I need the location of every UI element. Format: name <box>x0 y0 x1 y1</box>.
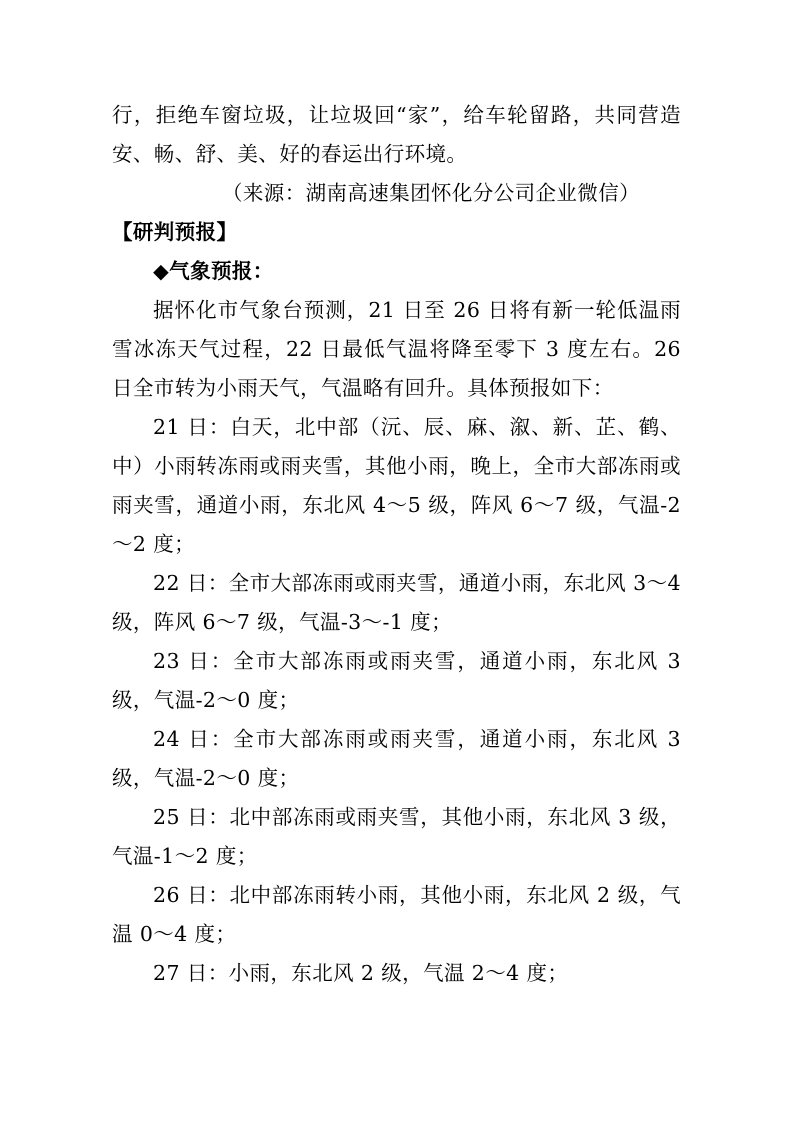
subsection-heading: ◆气象预报： <box>153 259 274 283</box>
source-attribution: （来源：湖南高速集团怀化分公司企业微信） <box>222 181 640 205</box>
forecast-day-22: 22 日：全市大部冻雨或雨夹雪，通道小雨，东北风 3～4 级，阵风 6～7 级，气温-3～-1 度； <box>112 571 681 634</box>
forecast-day-27: 27 日：小雨，东北风 2 级，气温 2～4 度； <box>153 961 569 985</box>
closing-paragraph: 行，拒绝车窗垃圾，让垃圾回“家”，给车轮留路，共同营造安、畅、舒、美、好的春运出行环境。 <box>112 103 681 166</box>
forecast-summary-paragraph: 据怀化市气象台预测，21 日至 26 日将有新一轮低温雨雪冰冻天气过程，22 日最低气温将降至零下 3 度左右。26 日全市转为小雨天气，气温略有回升。具体预报如下： <box>112 298 681 400</box>
forecast-day-25: 25 日：北中部冻雨或雨夹雪，其他小雨，东北风 3 级，气温-1～2 度； <box>112 805 681 868</box>
document-body <box>112 96 681 993</box>
forecast-day-23: 23 日：全市大部冻雨或雨夹雪，通道小雨，东北风 3 级，气温-2～0 度； <box>112 649 681 712</box>
forecast-day-26: 26 日：北中部冻雨转小雨，其他小雨，东北风 2 级，气温 0～4 度； <box>112 883 681 946</box>
forecast-day-21: 21 日：白天，北中部（沅、辰、麻、溆、新、芷、鹤、中）小雨转冻雨或雨夹雪，其他小雨，晚上，全市大部冻雨或雨夹雪，通道小雨，东北风 4～5 级，阵风 6～7 级，气温-2～2 度； <box>112 415 681 556</box>
section-heading: 【研判预报】 <box>112 220 238 244</box>
forecast-day-24: 24 日：全市大部冻雨或雨夹雪，通道小雨，东北风 3 级，气温-2～0 度； <box>112 727 681 790</box>
